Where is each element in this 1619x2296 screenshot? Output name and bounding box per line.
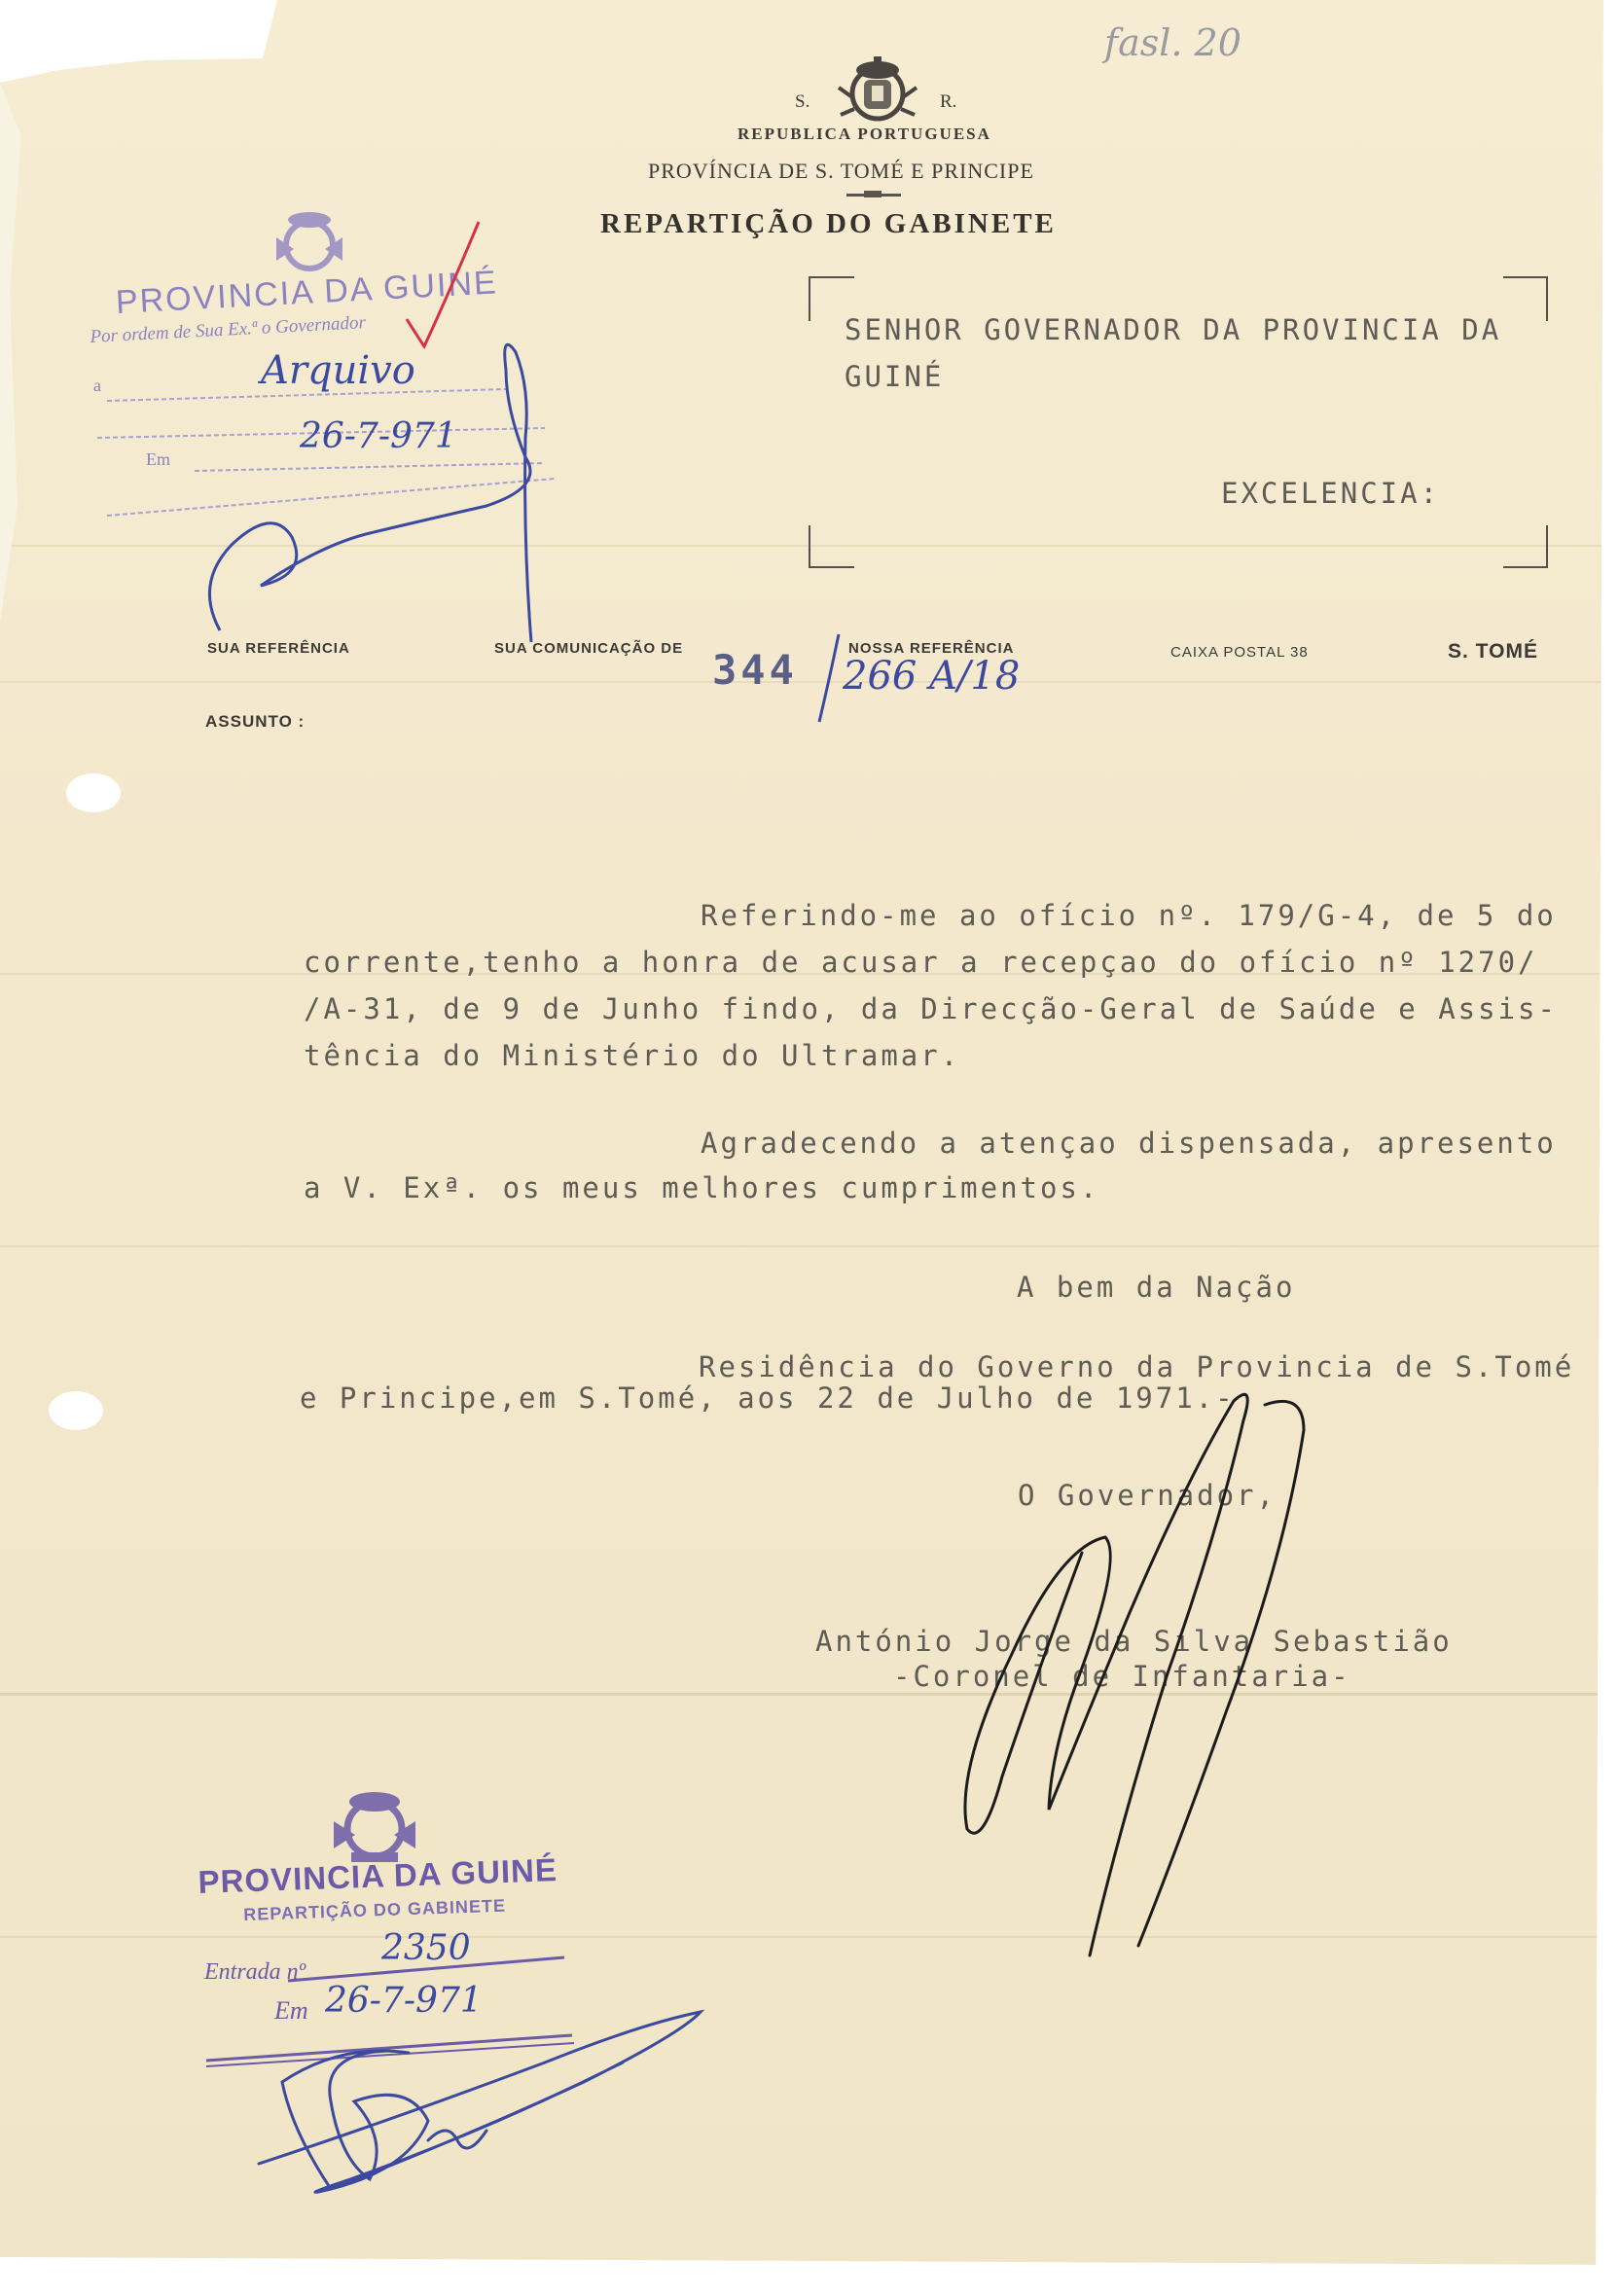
label-sua-comunicacao: SUA COMUNICAÇÃO DE bbox=[494, 640, 684, 657]
handwritten-reference: 266 A/18 bbox=[843, 654, 1021, 699]
stamp-top-prefix-em: Em bbox=[146, 449, 170, 469]
stamp-top-subtitle: Por ordem de Sua Ex.ª o Governador bbox=[90, 312, 367, 347]
assunto-label: ASSUNTO : bbox=[205, 712, 306, 731]
letterhead-department: REPARTIÇÃO DO GABINETE bbox=[600, 208, 1057, 239]
closing-phrase: A bem da Nação bbox=[1017, 1271, 1296, 1304]
signer-rank: -Coronel de Infantaria- bbox=[893, 1660, 1351, 1693]
stamp-top-prefix-a: a bbox=[93, 376, 101, 395]
archive-pencil-mark: fasl. 20 bbox=[1104, 21, 1241, 64]
body-paragraph-2-line-1: Agradecendo a atençao dispensada, apresento bbox=[701, 1127, 1557, 1160]
label-sua-referencia: SUA REFERÊNCIA bbox=[207, 640, 350, 657]
letterhead-republic: REPUBLICA PORTUGUESA bbox=[738, 125, 991, 143]
body-paragraph-1-line-2: corrente,tenho a honra de acusar a recepçao do ofício nº 1270/ bbox=[304, 946, 1538, 979]
stamp-bottom-em-date: 26-7-971 bbox=[325, 1981, 483, 2021]
recipient-line-2: GUINÉ bbox=[845, 360, 945, 393]
label-city: S. TOMÉ bbox=[1448, 640, 1538, 663]
stamp-bottom-title: PROVINCIA DA GUINÉ bbox=[198, 1851, 558, 1900]
stamp-top-title: PROVINCIA DA GUINÉ bbox=[115, 264, 499, 321]
place-date-line-2: e Principe,em S.Tomé, aos 22 de Julho de 1971.- bbox=[300, 1381, 1236, 1415]
body-paragraph-1-line-1: Referindo-me ao ofício nº. 179/G-4, de 5 do bbox=[701, 899, 1557, 932]
stamp-bottom-subtitle: REPARTIÇÃO DO GABINETE bbox=[243, 1895, 507, 1924]
recipient-salutation: EXCELENCIA: bbox=[1221, 477, 1441, 510]
stamp-bottom-entrada-label: Entrada nº bbox=[204, 1959, 306, 1985]
letterhead-left-letter: S. bbox=[795, 91, 810, 112]
label-caixa-postal: CAIXA POSTAL 38 bbox=[1170, 644, 1309, 661]
governor-label: O Governador, bbox=[1018, 1479, 1277, 1512]
stamped-number: 344 bbox=[712, 646, 798, 694]
stamp-top-handwritten-action: Arquivo bbox=[261, 348, 415, 393]
stamp-bottom-em-label: Em bbox=[274, 1996, 308, 2025]
recipient-line-1: SENHOR GOVERNADOR DA PROVINCIA DA bbox=[845, 313, 1502, 346]
body-paragraph-1-line-4: tência do Ministério do Ultramar. bbox=[304, 1039, 961, 1072]
letterhead-right-letter: R. bbox=[940, 91, 957, 112]
body-paragraph-2-line-2: a V. Exª. os meus melhores cumprimentos. bbox=[304, 1171, 1100, 1204]
letterhead-province: PROVÍNCIA DE S. TOMÉ E PRINCIPE bbox=[648, 159, 1034, 183]
label-nossa-referencia: NOSSA REFERÊNCIA bbox=[848, 640, 1015, 657]
place-date-line-1: Residência do Governo da Provincia de S.Tomé bbox=[699, 1350, 1575, 1383]
signer-name: António Jorge da Silva Sebastião bbox=[815, 1625, 1453, 1658]
stamp-bottom-entrada-number: 2350 bbox=[381, 1928, 471, 1968]
body-paragraph-1-line-3: /A-31, de 9 de Junho findo, da Direcção-Geral de Saúde e Assis- bbox=[304, 992, 1558, 1025]
stamp-top-handwritten-date: 26-7-971 bbox=[300, 416, 457, 456]
